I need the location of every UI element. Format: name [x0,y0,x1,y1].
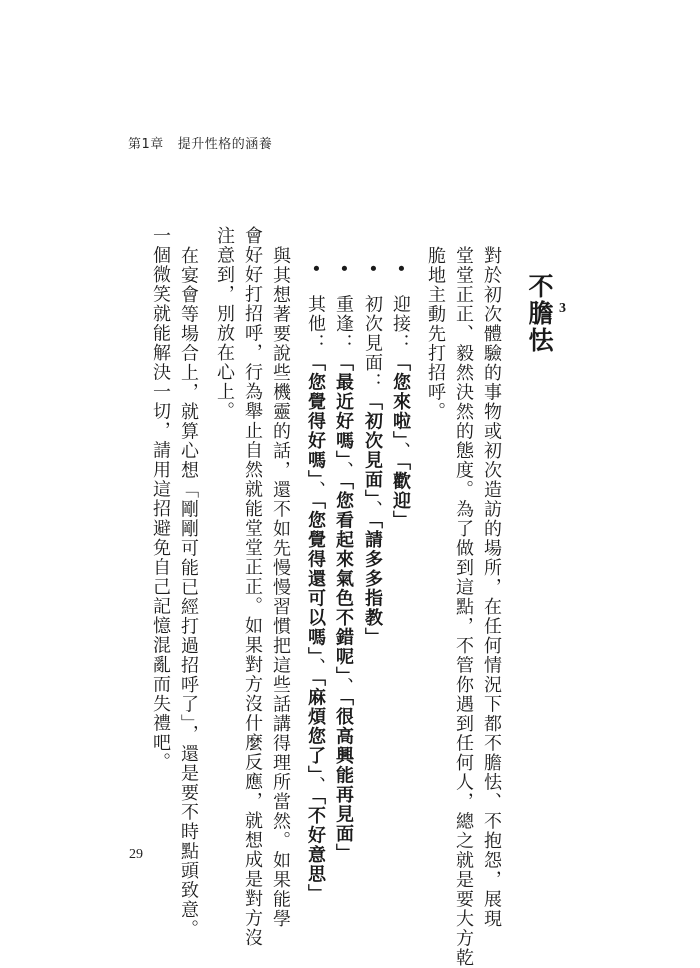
text-run: 堂堂正正、毅然決然的態度。為了做到這點，不管你遇到任何人，總之就是要大方乾 [453,246,474,968]
text-column [425,246,445,422]
text-run: 會好好打招呼，行為舉止自然就能堂堂正正。如果對方沒什麼反應，就想成是對方沒 [242,226,263,948]
text-column [390,263,410,530]
text-column [362,263,382,647]
text-run: 脆地主動先打招呼。 [425,246,446,422]
emphasis-phrase: 「請多多指教」 [362,519,383,648]
text-run: 、 [305,480,326,501]
text-run: 、 [305,776,326,796]
text-column [214,226,234,421]
text-run: • 初次見面： [362,263,383,393]
text-column [305,263,325,904]
text-column [178,246,198,939]
text-column [270,246,290,929]
emphasis-phrase: 「麻煩您了」 [305,677,326,777]
text-run: 、 [362,500,383,520]
text-run: 、 [333,677,354,697]
text-run: 與其想著要說些機靈的話，還不如先慢慢習慣把這些話講得理所當然。如果能學 [270,246,291,929]
emphasis-phrase: 「您看起來氣色不錯呢」 [333,480,354,678]
text-column [242,226,262,948]
emphasis-phrase: 「很高興能再見面」 [333,696,354,864]
text-column [481,246,501,929]
text-run: 對於初次體驗的事物或初次造訪的場所，在任何情況下都不膽怯、不抱怨，展現 [481,246,502,929]
section-title: 不膽怯 [525,272,554,354]
emphasis-phrase: 「您覺得好嗎」 [305,353,326,481]
emphasis-phrase: 「您來啦」 [390,353,411,442]
text-run: • 重逢： [333,263,354,354]
running-header [128,133,272,152]
text-run: 、 [390,441,411,462]
section-number: 3 [559,301,566,316]
text-run: 一個微笑就能解決一切，請用這招避免自己記憶混亂而失禮吧。 [150,226,171,772]
emphasis-phrase: 「不好意思」 [305,795,326,904]
text-run: • 迎接： [390,263,411,354]
text-run: 注意到，別放在心上。 [214,226,235,421]
chapter-title: 提升性格的涵養 [177,137,273,152]
emphasis-phrase: 「歡迎」 [390,461,411,531]
chapter-label: 第1章 [128,137,164,152]
text-column [150,226,170,772]
text-run: 在宴會等場合上，就算心想「剛剛可能已經打過招呼了」，還是要不時點頭致意。 [178,246,199,939]
emphasis-phrase: 「初次見面」 [362,392,383,501]
section-heading [526,253,566,373]
text-run: 、 [333,461,354,481]
text-run: 、 [305,657,326,678]
text-column [333,263,353,863]
page-number: 29 [129,847,143,862]
emphasis-phrase: 「最近好嗎」 [333,353,354,462]
emphasis-phrase: 「您覺得還可以嗎」 [305,500,326,658]
text-column [453,246,473,968]
text-run: • 其他： [305,263,326,354]
